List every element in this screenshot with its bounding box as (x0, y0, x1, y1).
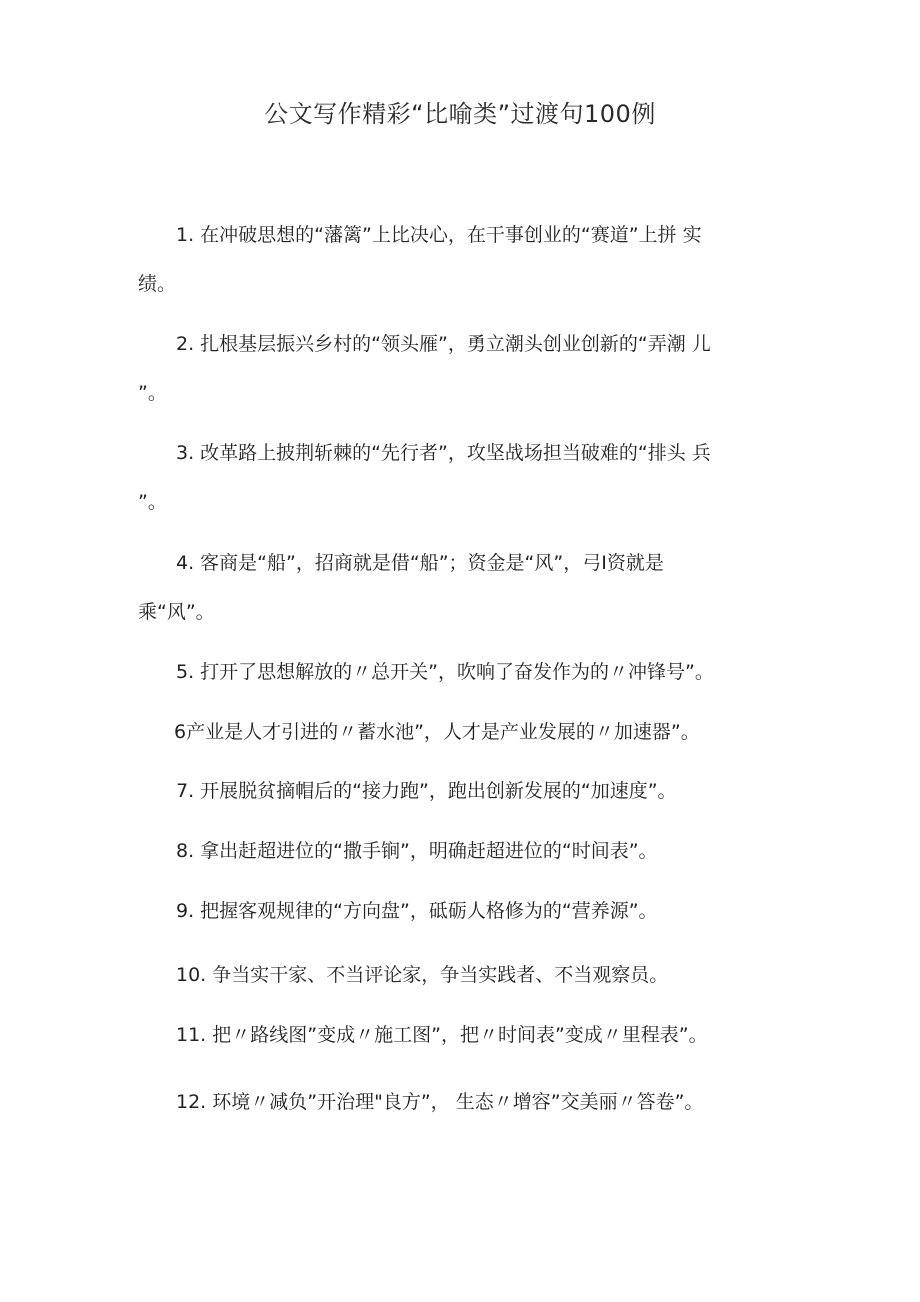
document-title: 公文写作精彩“比喻类”过渡句100例 (264, 100, 656, 128)
list-item (138, 331, 788, 406)
item-text-line: 7. 开展脱贫摘帽后的“接力跑”，跑出创新发展的“加速度”。 (176, 780, 677, 802)
list-item (138, 898, 788, 924)
list-item (138, 1089, 788, 1115)
item-text-line: ”。 (138, 382, 167, 404)
item-text-line: 10. 争当实干家、不当评论家，争当实践者、不当观察员。 (176, 964, 669, 986)
list-item (138, 440, 788, 515)
item-text-line: 8. 拿出赶超进位的“撒手锏”，明确赶超进位的“时间表”。 (176, 840, 658, 862)
list-item (138, 550, 788, 625)
list-item (138, 222, 788, 297)
item-text-line: 5. 打开了思想解放的〃总开关”，吹响了奋发作为的〃冲锋号”。 (176, 661, 714, 683)
list-item (138, 1022, 788, 1048)
item-text-line: 绩。 (138, 273, 177, 295)
list-item (138, 659, 788, 685)
item-text-line: 6产业是人才引进的〃蓄水池”，人才是产业发展的〃加速器”。 (174, 721, 700, 743)
item-text-line: ”。 (138, 491, 167, 513)
list-item (138, 719, 788, 745)
item-text-line: 4. 客商是“船”，招商就是借“船”；资金是“风”，弓I资就是 (176, 552, 664, 574)
item-text-line: 1. 在冲破思想的“藩篱”上比决心，在干事创业的“赛道”上拼 实 (176, 224, 702, 246)
item-text-line: 9. 把握客观规律的“方向盘”，砥砺人格修为的“营养源”。 (176, 900, 658, 922)
item-text-line: 乘“风”。 (138, 601, 215, 623)
item-text-line: 3. 改革路上披荆斩棘的“先行者”，攻坚战场担当破难的“排头 兵 (176, 442, 711, 464)
item-text-line: 12. 环境〃减负”开治理"良方”， 生态〃增容”交美丽〃答卷”。 (176, 1091, 704, 1113)
list-item (138, 838, 788, 864)
item-text-line: 2. 扎根基层振兴乡村的“领头雁”，勇立潮头创业创新的“弄潮 儿 (176, 333, 711, 355)
list-item (138, 962, 788, 988)
list-item (138, 778, 788, 804)
item-text-line: 11. 把〃路线图”变成〃施工图”，把〃时间表”变成〃里程表”。 (176, 1024, 708, 1046)
